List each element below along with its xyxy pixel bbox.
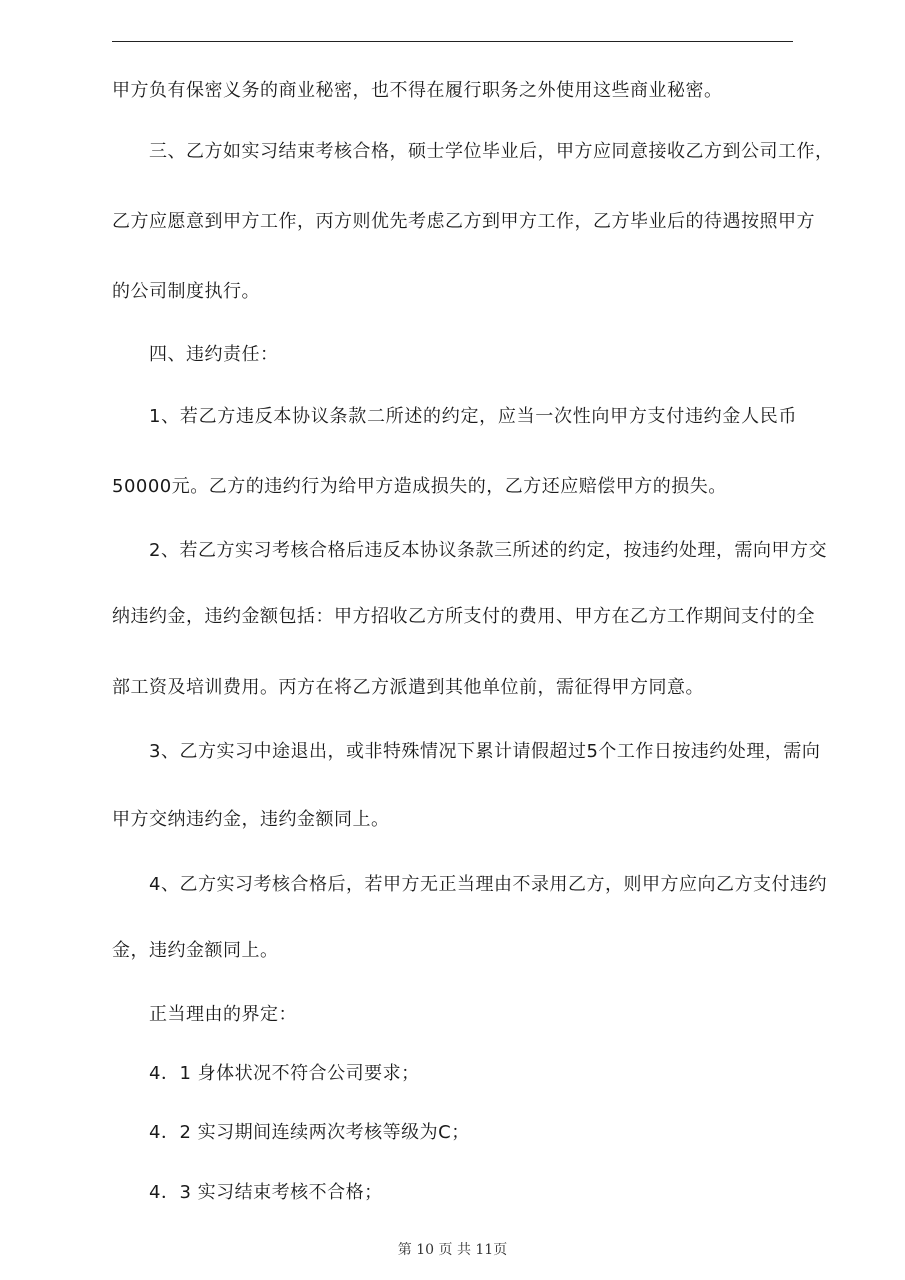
paragraph-line-1: 甲方负有保密义务的商业秘密，也不得在履行职务之外使用这些商业秘密。 <box>112 80 723 101</box>
paragraph-line-7: 50000元。乙方的违约行为给甲方造成损失的，乙方还应赔偿甲方的损失。 <box>112 476 727 497</box>
paragraph-line-6: 1、若乙方违反本协议条款二所述的约定，应当一次性向甲方支付违约金人民币 <box>149 406 797 427</box>
list-item-4-1: 4．1 身体状况不符合公司要求； <box>149 1063 420 1084</box>
paragraph-line-3: 乙方应愿意到甲方工作，丙方则优先考虑乙方到甲方工作，乙方毕业后的待遇按照甲方 <box>112 211 815 232</box>
paragraph-line-14: 金，违约金额同上。 <box>112 940 279 961</box>
list-item-4-3: 4．3 实习结束考核不合格； <box>149 1182 383 1203</box>
paragraph-line-11: 3、乙方实习中途退出，或非特殊情况下累计请假超过5个工作日按违约处理，需向 <box>149 741 821 762</box>
paragraph-line-2: 三、乙方如实习结束考核合格，硕士学位毕业后，甲方应同意接收乙方到公司工作， <box>149 141 834 162</box>
paragraph-line-4: 的公司制度执行。 <box>112 281 260 302</box>
header-rule <box>112 41 793 42</box>
paragraph-line-8: 2、若乙方实习考核合格后违反本协议条款三所述的约定，按违约处理，需向甲方交 <box>149 540 827 561</box>
list-item-4-2: 4．2 实习期间连续两次考核等级为C； <box>149 1122 470 1143</box>
page-footer: 第 10 页 共 11页 <box>397 1242 508 1258</box>
section-heading-breach: 四、违约责任： <box>149 344 279 365</box>
paragraph-line-13: 4、乙方实习考核合格后，若甲方无正当理由不录用乙方，则甲方应向乙方支付违约 <box>149 874 827 895</box>
subheading-justification: 正当理由的界定： <box>149 1004 297 1025</box>
paragraph-line-9: 纳违约金，违约金额包括：甲方招收乙方所支付的费用、甲方在乙方工作期间支付的全 <box>112 606 815 627</box>
paragraph-line-10: 部工资及培训费用。丙方在将乙方派遣到其他单位前，需征得甲方同意。 <box>112 677 704 698</box>
paragraph-line-12: 甲方交纳违约金，违约金额同上。 <box>112 809 390 830</box>
